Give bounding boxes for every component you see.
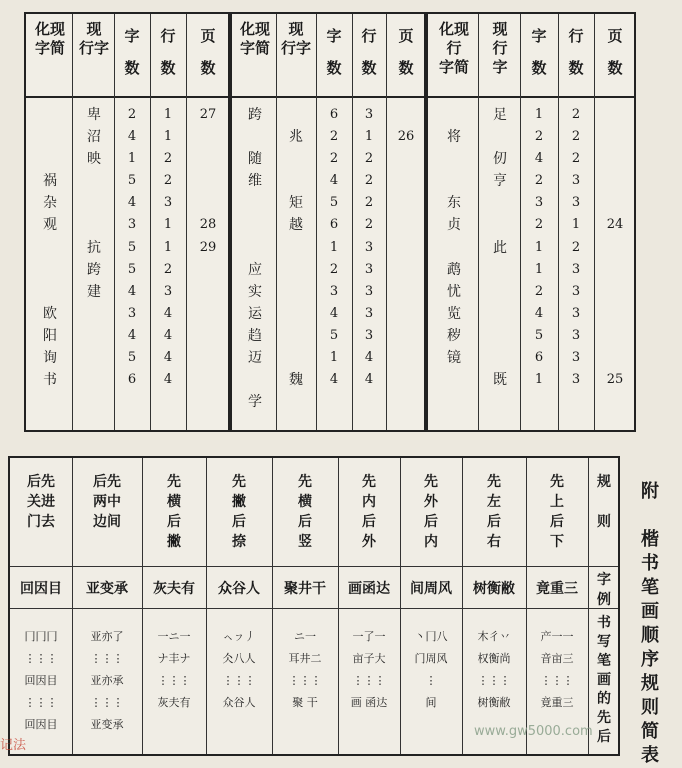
header-ye: 页 数: [607, 27, 623, 77]
rule-top-bottom: 先 上 后 下: [550, 474, 564, 550]
example-8: 竟重三: [536, 581, 578, 597]
example-5: 画函达: [348, 581, 390, 597]
header-zi: 字 数: [531, 27, 547, 77]
col-hua: 祸 杂 观 欧 阳 询 书: [43, 173, 57, 389]
rule-middle-sides: 后先 两中 边间: [93, 474, 121, 530]
divider: [186, 14, 187, 430]
col-hang: 1 1 2 2 3 1 1 2 3 4 4 4 4: [163, 107, 173, 388]
divider: [400, 458, 401, 754]
corner-text: 记法: [0, 738, 27, 753]
appendix-title: 附 楷 书 笔 画 顺 序 规 则 简 表: [641, 481, 659, 766]
divider: [316, 14, 317, 430]
header-xianxing: 现 行 字: [492, 20, 508, 76]
divider: [338, 458, 339, 754]
header-ye: 页 数: [398, 27, 414, 77]
stroke-seq-7: 木彳丷 权衡尚 ⋮⋮⋮ 树衡敝: [477, 630, 511, 709]
header-zi: 字 数: [124, 27, 140, 77]
col-hang: 2 2 2 3 3 1 2 3 3 3 3 3 3: [571, 107, 581, 388]
col-ye: 26: [397, 129, 415, 145]
index-panel-1: [24, 12, 230, 432]
rule-left-right: 先 左 后 右: [487, 474, 501, 550]
rule-heng-shu: 先 横 后 竖: [298, 474, 312, 550]
rule-heng-pie: 先 横 后 撇: [167, 474, 181, 550]
header-order: 书 写 笔 画 的 先 后: [597, 615, 611, 745]
col-ye: 27 28 29: [199, 107, 217, 255]
divider: [520, 14, 521, 430]
divider: [462, 458, 463, 754]
rule-outer-inner-close: 后先 关进 门去: [27, 474, 55, 530]
divider: [114, 14, 115, 430]
divider: [588, 458, 589, 754]
header-xianxing: 现 行字: [280, 20, 311, 57]
divider: [386, 14, 387, 430]
stroke-seq-4: ニ一 耳井二 ⋮⋮⋮ 聚 干: [288, 630, 322, 709]
divider: [72, 14, 73, 430]
example-0: 回因目: [20, 581, 62, 597]
rule-pie-na: 先 撇 后 捺: [232, 474, 246, 550]
col-xianxing: 足 仞 亨 此 既: [493, 107, 507, 389]
example-2: 灰夫有: [153, 581, 195, 597]
divider: [558, 14, 559, 430]
rule-outer-inner: 先 外 后 内: [424, 474, 438, 550]
stroke-seq-3: ㇸㇷ丿 仌八人 ⋮⋮⋮ 众谷人: [222, 630, 256, 709]
header-hang: 行 数: [568, 27, 584, 77]
stroke-seq-6: 丶冂八 门周风 ⋮ 间: [414, 630, 448, 709]
divider: [206, 458, 207, 754]
example-3: 众谷人: [218, 581, 260, 597]
header-example: 字 例: [597, 572, 611, 608]
index-panel-2: [230, 12, 426, 432]
header-xianxing: 现 行字: [78, 20, 109, 57]
col-hang: 3 1 2 2 2 2 3 3 3 3 3 4 4: [364, 107, 374, 388]
divider: [594, 14, 595, 430]
index-panel-3: [426, 12, 636, 432]
stroke-seq-1: 亚亦了 ⋮⋮⋮ 亚亦承 ⋮⋮⋮ 亚变承: [90, 630, 124, 731]
divider: [352, 14, 353, 430]
divider: [276, 14, 277, 430]
header-hua: 化现 行 字简: [438, 20, 469, 76]
header-hang: 行 数: [160, 27, 176, 77]
example-6: 间周风: [410, 581, 452, 597]
divider: [526, 458, 527, 754]
divider: [150, 14, 151, 430]
rule-inner-outer: 先 内 后 外: [362, 474, 376, 550]
character-index-table: [24, 12, 636, 434]
divider: [142, 458, 143, 754]
col-zi: 1 2 4 2 3 2 1 1 2 4 5 6 1: [534, 107, 544, 388]
col-ye: 24 25: [606, 217, 624, 388]
stroke-seq-8: 产一一 音亩三 ⋮⋮⋮ 竟重三: [540, 630, 574, 709]
divider: [272, 458, 273, 754]
example-7: 树衡敝: [473, 581, 515, 597]
example-4: 聚井干: [284, 581, 326, 597]
header-rule: 规 则: [597, 474, 611, 530]
header-ye: 页 数: [200, 27, 216, 77]
col-hua: 跨 随 维 应 实 运 趋 迈 学: [248, 107, 262, 411]
divider: [72, 458, 73, 754]
stroke-order-rules-table: [8, 456, 620, 756]
header-hua: 化现 字简: [34, 20, 65, 57]
watermark: www.gw5000.com: [474, 724, 593, 739]
stroke-seq-0: 冂冂冂 ⋮⋮⋮ 回因目 ⋮⋮⋮ 回因目: [24, 630, 58, 731]
col-xianxing: 兆 矩 越 魏: [289, 129, 303, 389]
header-hang: 行 数: [361, 27, 377, 77]
col-zi: 6 2 2 4 5 6 1 2 3 4 5 1 4: [329, 107, 339, 388]
stroke-seq-5: 一了一 亩子大 ⋮⋮⋮ 画 函达: [350, 630, 388, 709]
header-zi: 字 数: [326, 27, 342, 77]
divider: [478, 14, 479, 430]
stroke-seq-2: 一ニ一 ナ丰ナ ⋮⋮⋮ 灰夫有: [157, 630, 191, 709]
col-hua: 将 东 贞 鹉 忧 览 秽 镜: [447, 129, 461, 367]
col-zi: 2 4 1 5 4 3 5 5 4 3 4 5 6: [127, 107, 137, 388]
col-xianxing: 卑 沼 映 抗 跨 建: [87, 107, 101, 300]
header-hua: 化现 字简: [239, 20, 270, 57]
example-1: 亚变承: [86, 581, 128, 597]
